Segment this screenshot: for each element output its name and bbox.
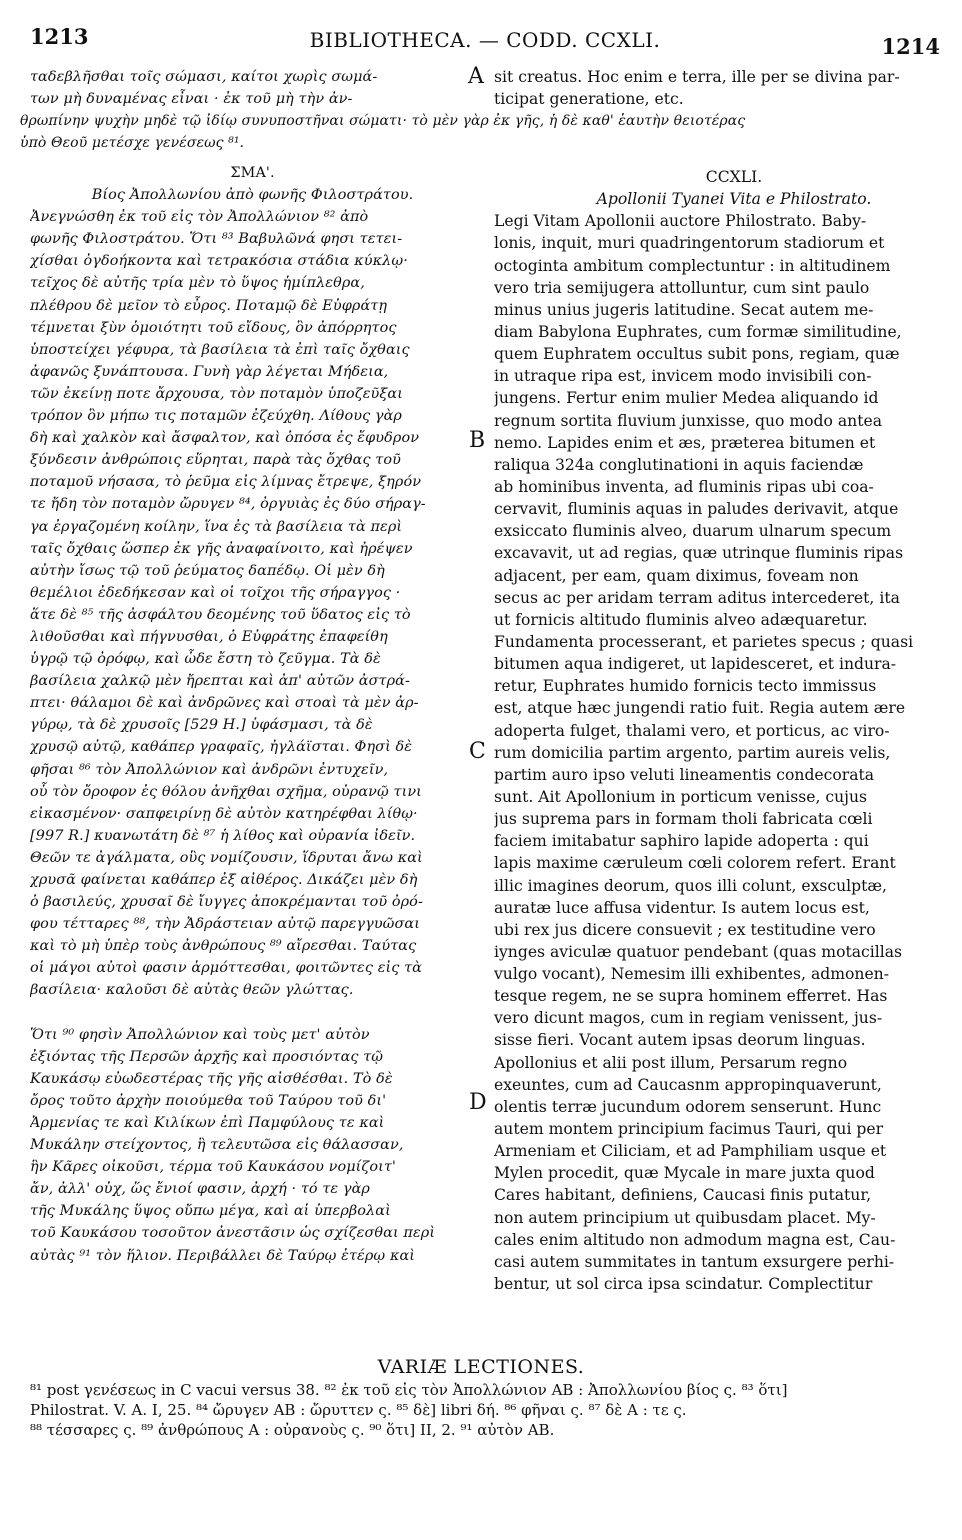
text-line: τῆς Μυκάλης ὕψος οὔπω μέγα, καὶ αἱ ὑπερβολαὶ bbox=[30, 1203, 391, 1220]
text-line: est, atque hæc jungendi ratio fuit. Regia autem ære bbox=[494, 699, 906, 718]
text-line: octoginta ambitum complectuntur : in altitudinem bbox=[494, 256, 891, 275]
margin-letter-b: B bbox=[469, 428, 486, 453]
text-line: καὶ τὸ μὴ ὑπὲρ τοὺς ἀνθρώπους ⁸⁹ αἴρεσθαι. Ταύτας bbox=[30, 938, 417, 955]
text-line: οἱ μάγοι αὐτοὶ φασιν ἁρμόττεσθαι, φοιτῶντες εἰς τὰ bbox=[30, 960, 422, 977]
note-line: ⁸¹ post γενέσεως in C vacui versus 38. ⁸² ἐκ τοῦ εἰς τὸν Ἀπολλώνιον AB : Ἀπολλωνίου βίος ς. ⁸³ ὅτι] bbox=[30, 1381, 788, 1399]
text-line: λιθοῦσθαι καὶ πήγνυσθαι, ὁ Εὐφράτης ἐπαφείθη bbox=[30, 628, 388, 645]
text-line: ποταμοῦ νήσασα, τὸ ῥεῦμα εἰς λίμνας ἔτρεψε, ξηρόν bbox=[30, 474, 422, 491]
text-line: ut fornicis altitudo fluminis alveo adæquaretur. bbox=[494, 610, 868, 629]
section-title-latin: Apollonii Tyanei Vita e Philostrato. bbox=[596, 190, 872, 209]
text-line: πλέθρου δὲ μεῖον τὸ εὖρος. Ποταμῷ δὲ Εὐφράτῃ bbox=[30, 297, 388, 314]
text-line: raliqua 324a conglutinationi in aquis faciendæ bbox=[494, 455, 864, 474]
text-line: illic imagines deorum, quos illi colunt, exsculptæ, bbox=[494, 876, 888, 895]
text-line: Mylen procedit, quæ Mycale in mare juxta quod bbox=[494, 1164, 875, 1183]
text-line: Μυκάλην στείχοντος, ἣ τελευτῶσα εἰς θάλασσαν, bbox=[30, 1137, 404, 1154]
text-line: ὑγρῷ τῷ ὀρόφῳ, καὶ ὧδε ἔστη τὸ ζεῦγμα. Τὰ δὲ bbox=[30, 651, 381, 668]
text-line: Armeniam et Ciliciam, et ad Pamphiliam usque et bbox=[494, 1142, 887, 1161]
text-line: iynges aviculæ quatuor pendebant (quas motacillas bbox=[494, 942, 903, 961]
text-line: cervavit, fluminis aquas in paludes derivavit, atque bbox=[494, 500, 899, 519]
text-line: τοῦ Καυκάσου τοσοῦτον ἀνεστᾶσιν ὡς σχίζεσθαι περὶ bbox=[30, 1225, 436, 1242]
text-line: vulgo vocant), Nemesim illi exhibentes, admonen- bbox=[494, 965, 889, 984]
text-line: secus ac per aridam terram aditus intercederet, ita bbox=[494, 588, 900, 607]
text-line: τε ἤδη τὸν ποταμὸν ὤρυγεν ⁸⁴, ὀργυιὰς ἐς δύο σήραγ- bbox=[30, 496, 426, 513]
text-line: ταδεβλῆσθαι τοῖς σώμασι, καίτοι χωρὶς σωμά- bbox=[30, 69, 378, 85]
latin-paragraph bbox=[494, 210, 934, 1295]
text-line: ὑποστείχει γέφυρα, τὰ βασίλεια τὰ ἐπὶ ταῖς ὄχθαις bbox=[30, 341, 410, 358]
text-line: [997 R.] κυανωτάτη δὲ ⁸⁷ ἡ λίθος καὶ οὐρανία ἰδεῖν. bbox=[30, 827, 416, 844]
greek-column bbox=[30, 162, 475, 1267]
text-line: Ἀνεγνώσθη ἐκ τοῦ εἰς τὸν Ἀπολλώνιον ⁸² ἀπὸ bbox=[30, 209, 369, 226]
text-line: δὴ καὶ χαλκὸν καὶ ἄσφαλτον, καὶ ὁπόσα ἐς ἔφυδρον bbox=[30, 430, 420, 447]
text-line: θεμέλιοι ἐδεδήκεσαν καὶ οἱ τοῖχοι τῆς σήραγγος · bbox=[30, 584, 401, 601]
text-line: βασίλεια χαλκῷ μὲν ἤρεπται καὶ ἀπ' αὐτῶν ἀστρά- bbox=[30, 673, 410, 690]
text-line: vero tria semijugera attolluntur, cum sint paulo bbox=[494, 278, 870, 297]
text-line: bentur, ut sol circa ipsa scindatur. Complectitur bbox=[494, 1275, 873, 1294]
margin-letter-d: D bbox=[469, 1090, 487, 1115]
text-line: cales enim altitudo non admodum magna est, Cau- bbox=[494, 1230, 896, 1249]
latin-column bbox=[494, 166, 934, 1295]
text-line: ἐξιόντας τῆς Περσῶν ἀρχῆς καὶ προσιόντας τῷ bbox=[30, 1048, 384, 1065]
text-line: exsiccato fluminis alveo, duarum ulnarum specum bbox=[494, 522, 892, 541]
text-line: Καυκάσῳ εὐωδεστέρας τῆς γῆς αἰσθέσθαι. Τὸ δὲ bbox=[30, 1070, 393, 1087]
text-line: partim auro ipso veluti lineamentis condecorata bbox=[494, 765, 875, 784]
section-number-greek: ΣΜΑ'. bbox=[230, 165, 275, 181]
text-line: lapis maxime cæruleum cœli colorem refert. Erant bbox=[494, 854, 896, 873]
text-line: Legi Vitam Apollonii auctore Philostrato. Baby- bbox=[494, 212, 867, 231]
text-line: jus suprema pars in formam tholi fabricata cœli bbox=[494, 810, 873, 829]
variae-lectiones-notes bbox=[30, 1380, 940, 1440]
text-line: ἅτε δὲ ⁸⁵ τῆς ἀσφάλτου δεομένης τοῦ ὕδατος εἰς τὸ bbox=[30, 606, 411, 623]
text-line: ἄν, ἀλλ' οὐχ, ὥς ἔνιοί φασιν, ἀρχή · τό τε γὰρ bbox=[30, 1181, 370, 1198]
text-line: ὑπὸ Θεοῦ μετέσχε γενέσεως ⁸¹. bbox=[20, 135, 245, 152]
text-line: ὄρος τοῦτο ἀρχὴν ποιούμεθα τοῦ Ταύρου τοῦ δι' bbox=[30, 1092, 387, 1109]
text-line: τῶν ἐκείνῃ ποτε ἄρχουσα, τὸν ποταμὸν ὑποζεῦξαι bbox=[30, 385, 403, 402]
top-greek-continuation bbox=[30, 66, 470, 110]
text-line: γύρῳ, τὰ δὲ χρυσοῖς [529 H.] ὑφάσμασι, τὰ δὲ bbox=[30, 717, 373, 734]
text-line: olentis terræ jucundum odorem senserunt. Hunc bbox=[494, 1097, 882, 1116]
greek-paragraph-2 bbox=[30, 1024, 475, 1267]
text-line: ὁ βασιλεύς, χρυσαῖ δὲ ἴυγγες ἀποκρέμανται τοῦ ὀρό- bbox=[30, 894, 423, 911]
note-line: ⁸⁸ τέσσαρες ς. ⁸⁹ ἀνθρώπους A : οὐρανοὺς ς. ⁹⁰ ὅτι] II, 2. ⁹¹ αὐτὸν AB. bbox=[30, 1421, 555, 1439]
text-line: Apollonius et alii post illum, Persarum regno bbox=[494, 1053, 848, 1072]
text-line: lonis, inquit, muri quadringentorum stadiorum et bbox=[494, 234, 885, 253]
text-line: non autem principium ut quibusdam placet. My- bbox=[494, 1208, 876, 1227]
text-line: minus unius jugeris latitudine. Secat autem me- bbox=[494, 300, 874, 319]
text-line: αὐτὰς ⁹¹ τὸν ἥλιον. Περιβάλλει δὲ Ταύρῳ ἑτέρῳ καὶ bbox=[30, 1247, 416, 1264]
text-line: jungens. Fertur enim mulier Medea aliquando id bbox=[494, 389, 879, 408]
text-line: tesque regem, ne se supra hominem efferret. Has bbox=[494, 987, 888, 1006]
text-line: Θεῶν τε ἀγάλματα, οὓς νομίζουσιν, ἵδρυται ἄνω καὶ bbox=[30, 849, 423, 866]
text-line: χίσθαι ὀγδοήκοντα καὶ τετρακόσια στάδια κύκλῳ· bbox=[30, 253, 408, 270]
top-greek-full-lines bbox=[20, 110, 955, 154]
running-header bbox=[30, 14, 940, 59]
section-number-latin: CCXLI. bbox=[705, 168, 763, 186]
text-line: ταῖς ὄχθαις ὥσπερ ἐκ γῆς ἀναφαίνοιτο, καὶ ἠρέψεν bbox=[30, 540, 413, 557]
text-line: πτει· θάλαμοι δὲ καὶ ἀνδρῶνες καὶ στοαὶ τὰ μὲν ἀρ- bbox=[30, 695, 419, 712]
text-line: ἀφανῶς ξυνάπτουσα. Γυνὴ γὰρ λέγεται Μήδεια, bbox=[30, 363, 389, 380]
text-line: quem Euphratem occultus subit pons, regiam, quæ bbox=[494, 345, 900, 364]
page-number-right: 1214 bbox=[881, 34, 940, 59]
text-line: casi autem summitates in tantum exsurgere perhi- bbox=[494, 1252, 895, 1271]
text-line: φωνῆς Φιλοστράτου. Ὅτι ⁸³ Βαβυλῶνά φησι τετει- bbox=[30, 231, 403, 248]
text-line: nemo. Lapides enim et æs, præterea bitumen et bbox=[494, 433, 876, 452]
text-line: sunt. Ait Apollonium in porticum venisse, cujus bbox=[494, 787, 868, 806]
text-line: οὗ τὸν ὄροφον ἐς θόλου ἀνῆχθαι σχῆμα, οὐρανῷ τινι bbox=[30, 783, 422, 800]
text-line: Cares habitant, definiens, Caucasi finis putatur, bbox=[494, 1186, 872, 1205]
note-line: Philostrat. V. A. I, 25. ⁸⁴ ὤρυγεν AB : ὤρυττεν ς. ⁸⁵ δὲ] libri δή. ⁸⁶ φῆναι ς. ⁸⁷ δὲ A : τε ς. bbox=[30, 1401, 687, 1419]
text-line: τρόπον ὃν μήπω τις ποταμῶν ἐζεύχθη. Λίθους γὰρ bbox=[30, 408, 402, 425]
text-line: χρυσῷ αὐτῷ, καθάπερ γραφαῖς, ἠγλάϊσται. Φησὶ δὲ bbox=[30, 739, 413, 756]
text-line: adoperta fulget, thalami vero, et porticus, ac viro- bbox=[494, 721, 890, 740]
text-line: αὐτὴν ἴσως τῷ τοῦ ῥεύματος δαπέδῳ. Οἱ μὲν δὴ bbox=[30, 562, 385, 579]
top-latin-continuation bbox=[494, 66, 934, 110]
text-line: τεῖχος δὲ αὐτῆς τρία μὲν τὸ ὕψος ἡμίπλεθρα, bbox=[30, 275, 365, 292]
text-line: sit creatus. Hoc enim e terra, ille per se divina par- bbox=[494, 68, 900, 86]
variae-lectiones-heading: VARIÆ LECTIONES. bbox=[377, 1356, 585, 1378]
text-line: γα ἐργαζομένη κοίλην, ἵνα ἐς τὰ βασίλεια τὰ περὶ bbox=[30, 518, 403, 535]
text-line: ticipat generatione, etc. bbox=[494, 90, 684, 109]
text-line: φου τέτταρες ⁸⁸, τὴν Ἀδράστειαν αὐτῷ παρεγγυῶσαι bbox=[30, 916, 420, 933]
text-line: Ὅτι ⁹⁰ φησὶν Ἀπολλώνιον καὶ τοὺς μετ' αὐτὸν bbox=[30, 1026, 370, 1043]
text-line: ξύνδεσιν ἀνθρώποις εὕρηται, παρὰ τὰς ὄχθας τοῦ bbox=[30, 452, 401, 469]
text-line: exeuntes, cum ad Caucasnm appropinquaverunt, bbox=[494, 1075, 882, 1094]
page-number-left: 1213 bbox=[30, 24, 89, 49]
text-line: bitumen aqua indigeret, ut lapidesceret, et indura- bbox=[494, 655, 897, 674]
margin-letter-a: A bbox=[468, 64, 484, 89]
text-line: φῆσαι ⁸⁶ τὸν Ἀπολλώνιον καὶ ἀνδρῶνι ἐντυχεῖν, bbox=[30, 761, 389, 778]
greek-paragraph-1 bbox=[30, 206, 475, 1001]
running-title: BIBLIOTHECA. — CODD. CCXLI. bbox=[309, 28, 661, 52]
text-line: autem montem principium facimus Tauri, qui per bbox=[494, 1120, 884, 1139]
text-line: faciem imitabatur saphiro lapide adoperta : qui bbox=[494, 832, 869, 851]
text-line: excavavit, ut ad regias, quæ utrinque fluminis ripas bbox=[494, 544, 904, 563]
text-line: ubi rex jus dicere consuevit ; ex testitudine vero bbox=[494, 920, 876, 939]
text-line: auratæ luce affusa videntur. Is autem locus est, bbox=[494, 898, 870, 917]
text-line: Fundamenta processerant, et parietes specus ; quasi bbox=[494, 632, 914, 651]
section-title-greek: Βίος Ἀπολλωνίου ἀπὸ φωνῆς Φιλοστράτου. bbox=[91, 187, 414, 204]
text-line: ἣν Κᾶρες οἰκοῦσι, τέρμα τοῦ Καυκάσου νομίζοιτ' bbox=[30, 1159, 396, 1176]
text-line: retur, Euphrates humido fornicis tecto immissus bbox=[494, 677, 877, 696]
text-line: regnum sortita fluvium junxisse, quo modo antea bbox=[494, 411, 882, 430]
text-line: βασίλεια· καλοῦσι δὲ αὐτὰς θεῶν γλώττας. bbox=[30, 982, 354, 999]
text-line: rum domicilia partim argento, partim aureis velis, bbox=[494, 743, 891, 762]
text-line: vero dicunt magos, cum in regiam venissent, jus- bbox=[494, 1009, 883, 1028]
margin-letter-c: C bbox=[469, 739, 486, 764]
text-line: adjacent, per eam, quam diximus, foveam non bbox=[494, 566, 859, 585]
text-line: diam Babylona Euphrates, cum formæ similitudine, bbox=[494, 322, 902, 341]
text-line: sisse fieri. Vocant autem ipsas deorum linguas. bbox=[494, 1031, 866, 1050]
text-line: in utraque ripa est, invicem modo invisibili con- bbox=[494, 367, 872, 386]
text-line: των μὴ δυναμένας εἶναι · ἐκ τοῦ μὴ τὴν ἀν- bbox=[30, 91, 353, 108]
text-line: εἰκασμένον· σαπφειρίνῃ δὲ αὐτὸν κατηρέφθαι λίθῳ· bbox=[30, 805, 418, 822]
text-line: Ἀρμενίας τε καὶ Κιλίκων ἐπὶ Παμφύλους τε καὶ bbox=[30, 1114, 385, 1131]
text-line: χρυσᾶ φαίνεται καθάπερ ἐξ αἰθέρος. Δικάζει μὲν δὴ bbox=[30, 872, 418, 888]
text-line: θρωπίνην ψυχὴν μηδὲ τῷ ἰδίῳ συνυποστῆναι σώματι· τὸ μὲν γὰρ ἐκ γῆς, ἡ δὲ καθ' ἑαυτὴν θειοτέρας bbox=[20, 113, 746, 129]
text-line: ab hominibus inventa, ad fluminis ripas ubi coa- bbox=[494, 477, 874, 496]
text-line: τέμνεται ξὺν ὁμοιότητι τοῦ εἴδους, ὃν ἀπόρρητος bbox=[30, 319, 397, 336]
